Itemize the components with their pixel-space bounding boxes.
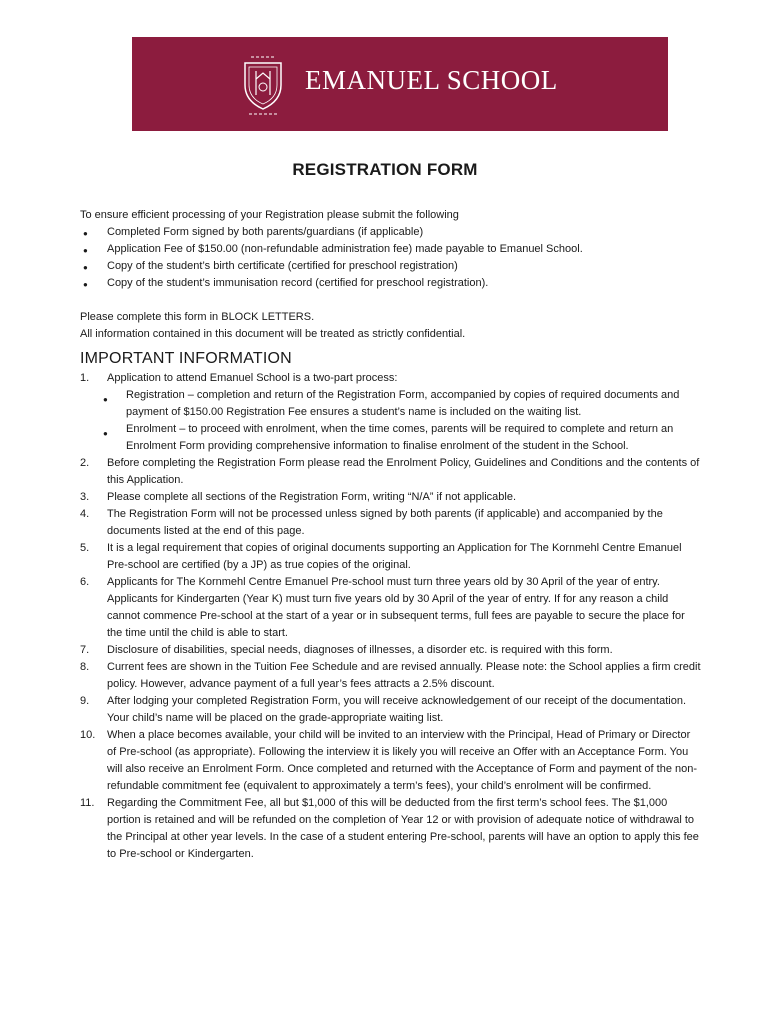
process-step: ● Registration – completion and return of the Registration Form, accompanied by copies of required documents and payment of $150.00 Registration Fee ensures a student’s name is included on the waiting list. [107, 387, 702, 421]
important-heading: IMPORTANT INFORMATION [80, 350, 292, 367]
important-list [80, 370, 702, 863]
requirement-item: ● Application Fee of $150.00 (non-refundable administration fee) made payable to Emanuel School. [80, 241, 702, 258]
important-item [80, 693, 702, 727]
item-text: After lodging your completed Registration Form, you will receive acknowledgement of our receipt of the documentation. Your child’s name will be placed on the grade-appropriate waiting list. [107, 695, 687, 724]
item-number: 2. [80, 457, 90, 469]
item-number: 4. [80, 508, 90, 520]
item-text: The Registration Form will not be processed unless signed by both parents (if applicable) and accompanied by the documents listed at the end of this page. [107, 508, 663, 537]
item-number: 9. [80, 695, 90, 707]
important-item [80, 574, 702, 642]
school-name: EMANUEL SCHOOL [305, 65, 558, 95]
item-number: 7. [80, 644, 90, 656]
item-number: 1. [80, 372, 90, 384]
item-text: Application to attend Emanuel School is a two-part process: [107, 372, 398, 384]
intro-lead: To ensure efficient processing of your Registration please submit the following [80, 209, 459, 221]
item-number: 3. [80, 491, 90, 503]
important-item [80, 795, 702, 863]
item-text: Before completing the Registration Form please read the Enrolment Policy, Guidelines and Conditions and the contents of this Application. [107, 457, 700, 486]
important-item [80, 642, 702, 659]
process-sublist [107, 387, 702, 455]
requirement-item: ● Copy of the student’s immunisation record (certified for preschool registration). [80, 275, 702, 292]
important-item [80, 727, 702, 795]
requirement-item: ● Copy of the student’s birth certificate (certified for preschool registration) [80, 258, 702, 275]
item-number: 5. [80, 542, 90, 554]
important-item [80, 506, 702, 540]
item-text: Regarding the Commitment Fee, all but $1,000 of this will be deducted from the first term’s school fees. The $1,000 portion is retained and will be refunded on the completion of Year 12 or with provision of adequate notice of withdrawal to the Principal at other year levels. In the case of a student entering Pre-school, parents will have an option to apply this fee to Pre-school or Kindergarten. [107, 797, 699, 860]
item-text: Disclosure of disabilities, special needs, diagnoses of illnesses, a disorder etc. is required with this form. [107, 644, 613, 656]
item-text: Please complete all sections of the Registration Form, writing “N/A” if not applicable. [107, 491, 517, 503]
item-text: Applicants for The Kornmehl Centre Emanuel Pre-school must turn three years old by 30 April of the year of entry. Applicants for Kindergarten (Year K) must turn five years old by 30 April of the year of entry. If for any reason a child cannot commence Pre-school at the start of a year or in subsequent terms, full fees are payable to secure the place for the time until the child is able to start. [107, 576, 685, 639]
form-content [80, 207, 702, 863]
form-title: REGISTRATION FORM [292, 160, 478, 179]
item-number: 8. [80, 661, 90, 673]
important-item [80, 489, 702, 506]
school-crest-icon [239, 51, 287, 117]
item-number: 10. [80, 729, 96, 741]
spacer [80, 292, 702, 309]
item-number: 11. [80, 797, 95, 809]
item-text: It is a legal requirement that copies of original documents supporting an Application for The Kornmehl Centre Emanuel Pre-school are certified (by a JP) as true copies of the original. [107, 542, 682, 571]
school-banner [132, 37, 668, 131]
item-number: 6. [80, 576, 90, 588]
item-text: When a place becomes available, your child will be invited to an interview with the Principal, Head of Primary or Director of Pre-school (as appropriate). Following the interview it is likely you will receive an Offer with an Acceptance Form. You will also receive an Enrolment Form. Once completed and returned with the Acceptance of Form and payment of the non-refundable commitment fee (equivalent to approximately a term’s fees), your child’s enrolment will be confirmed. [107, 729, 698, 792]
requirements-list [80, 224, 702, 292]
note-confidential: All information contained in this document will be treated as strictly confidential. [80, 328, 466, 340]
important-item [80, 455, 702, 489]
important-item [80, 659, 702, 693]
process-step: ● Enrolment – to proceed with enrolment, when the time comes, parents will be required to complete and return an Enrolment Form providing comprehensive information to finalise enrolment of the student in the School. [107, 421, 702, 455]
important-item [80, 370, 702, 455]
important-item [80, 540, 702, 574]
requirement-item: ● Completed Form signed by both parents/guardians (if applicable) [80, 224, 702, 241]
note-block-letters: Please complete this form in BLOCK LETTERS. [80, 311, 315, 323]
item-text: Current fees are shown in the Tuition Fee Schedule and are revised annually. Please note: the School applies a firm credit policy. However, advance payment of a full year’s fees attracts a 2.5% discount. [107, 661, 701, 690]
